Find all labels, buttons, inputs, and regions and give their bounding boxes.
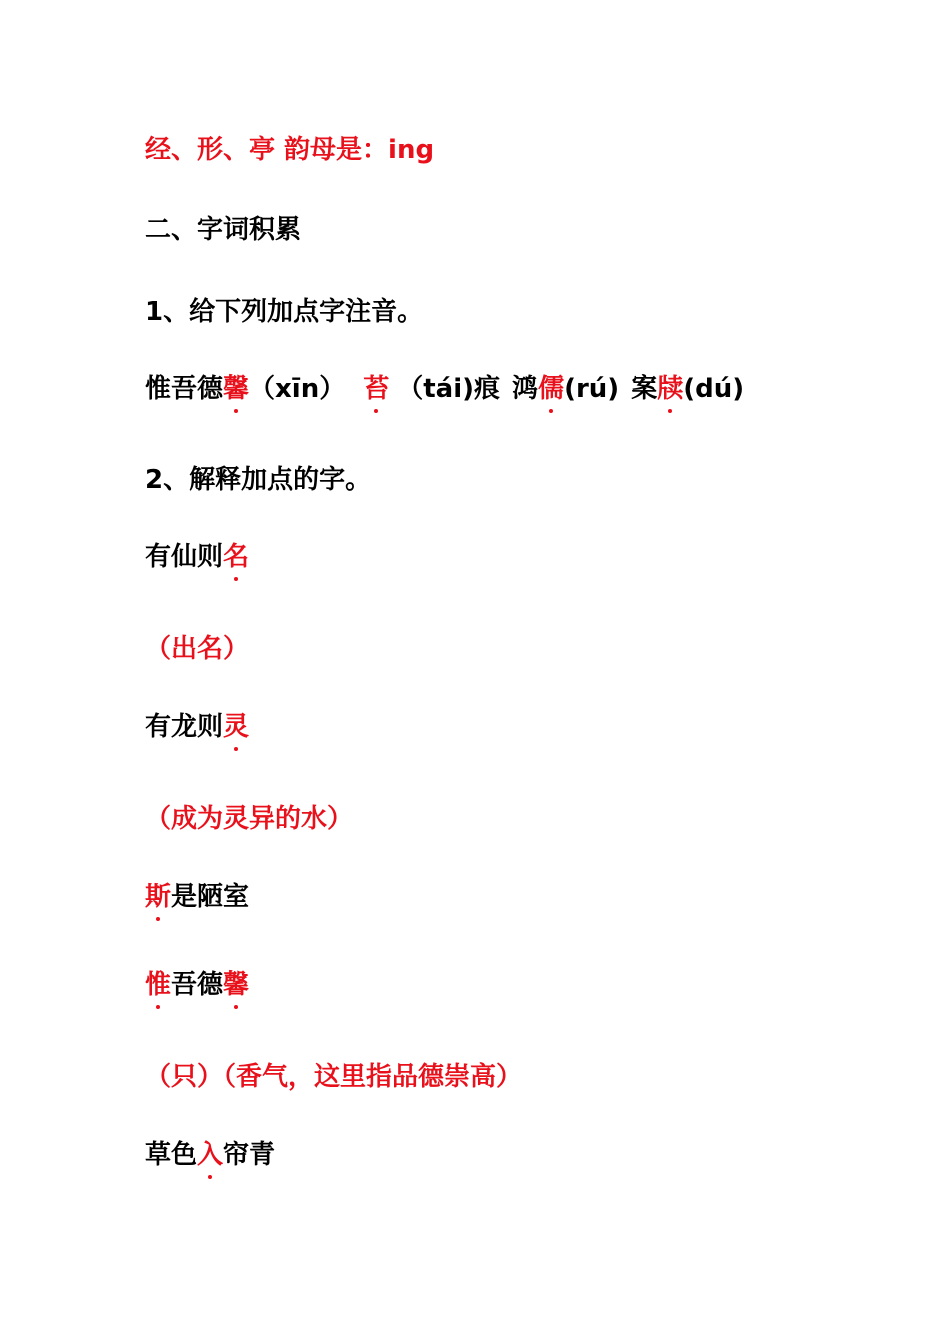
line-text: 经、形、亭 韵母是：ing <box>145 135 435 165</box>
word-prefix: 惟吾德 <box>145 374 224 404</box>
dotted-char: 馨 <box>223 374 250 404</box>
question-1-heading <box>145 295 423 329</box>
dotted-char: 斯 <box>145 882 172 912</box>
phrase-cao-se-ru-lian-qing <box>145 1138 275 1172</box>
dotted-char: 灵 <box>223 712 250 742</box>
phrase-you-long-ze-ling <box>145 710 249 744</box>
word-suffix: 痕 <box>474 374 501 404</box>
answer-ling <box>145 802 353 836</box>
question-1-pinyin-line <box>145 372 744 406</box>
pinyin: （tái) <box>397 374 475 404</box>
phrase-prefix: 草色 <box>145 1140 198 1170</box>
dotted-char: 入 <box>197 1140 224 1170</box>
answer-finals-ing <box>145 133 434 167</box>
line-text: （只）（香气，这里指品德崇高） <box>145 1062 523 1092</box>
phrase-prefix: 有龙则 <box>145 712 224 742</box>
section-heading-vocabulary <box>145 213 301 247</box>
dotted-char: 牍 <box>657 374 684 404</box>
phrase-suffix: 帘青 <box>223 1140 276 1170</box>
line-text: 2、解释加点的字。 <box>145 465 372 495</box>
question-2-heading <box>145 463 371 497</box>
dotted-char: 惟 <box>145 970 172 1000</box>
pinyin: (rú) <box>564 374 620 404</box>
word-prefix: 鸿 <box>512 374 539 404</box>
dotted-char: 名 <box>223 542 250 572</box>
line-text: 二、字词积累 <box>145 215 302 245</box>
pinyin: (dú) <box>683 374 745 404</box>
dotted-char: 馨 <box>223 970 250 1000</box>
phrase-suffix: 是陋室 <box>171 882 250 912</box>
answer-wei-xin <box>145 1060 522 1094</box>
word-prefix: 案 <box>631 374 658 404</box>
phrase-prefix: 有仙则 <box>145 542 224 572</box>
line-text: （成为灵异的水） <box>145 804 354 834</box>
pinyin: （xīn） <box>249 374 346 404</box>
phrase-middle: 吾德 <box>171 970 224 1000</box>
dotted-char: 儒 <box>538 374 565 404</box>
dotted-char: 苔 <box>363 374 390 404</box>
answer-ming <box>145 632 249 666</box>
phrase-you-xian-ze-ming <box>145 540 249 574</box>
phrase-si-shi-lou-shi <box>145 880 249 914</box>
phrase-wei-wu-de-xin <box>145 968 249 1002</box>
line-text: 1、给下列加点字注音。 <box>145 297 424 327</box>
line-text: （出名） <box>145 634 250 664</box>
